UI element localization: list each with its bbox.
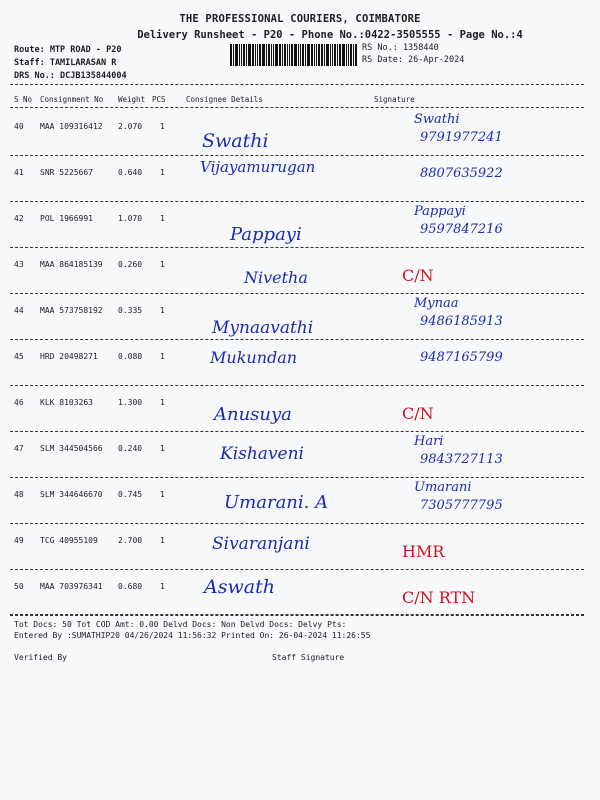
row-consignment-no: SNR 5225667 [40,168,93,177]
handwritten-consignee-name: Mukundan [210,348,298,367]
entered-by-line: Entered By :SUMATHIP20 04/26/2024 11:56:32 Printed On: 26-04-2024 11:26:55 [14,631,371,640]
row-consignment-no: MAA 573758192 [40,306,103,315]
table-row [0,294,600,345]
row-weight: 0.080 [118,352,143,361]
handwritten-consignee-name: Umarani. A [224,492,329,513]
row-pcs: 1 [160,214,165,223]
row-consignment-no: SLM 344504566 [40,444,103,453]
divider [10,107,584,108]
row-weight: 2.700 [118,536,143,545]
drs-label: DRS No.: DCJB135844004 [14,71,127,81]
row-sno: 42 [14,214,24,223]
col-header-pcs: PCS [152,95,166,104]
handwritten-consignee-name: Sivaranjani [212,534,310,554]
company-title: THE PROFESSIONAL COURIERS, COIMBATORE [179,13,421,25]
row-sno: 47 [14,444,24,453]
table-row [0,524,600,575]
handwritten-consignee-name: Mynaavathi [212,318,314,338]
route-label: Route: MTP ROAD - P20 [14,45,122,55]
handwritten-phone-number: 9843727113 [420,452,503,467]
handwritten-consignee-name: Vijayamurugan [200,158,316,176]
row-weight: 0.640 [118,168,143,177]
row-pcs: 1 [160,168,165,177]
table-row [0,248,600,299]
row-weight: 0.260 [118,260,143,269]
col-header-details: Consignee Details [186,95,263,104]
row-pcs: 1 [160,536,165,545]
divider [10,614,584,615]
handwritten-phone-number: 7305777795 [420,498,503,513]
row-consignment-no: SLM 344646670 [40,490,103,499]
handwritten-consignee-name: Aswath [204,576,275,598]
handwritten-phone-number: 9486185913 [420,314,503,329]
rs-number: RS No.: 1358440 [362,43,439,53]
row-pcs: 1 [160,398,165,407]
table-row [0,202,600,253]
table-row [0,386,600,437]
table-row [0,110,600,161]
handwritten-signature: Swathi [414,112,460,127]
row-sno: 43 [14,260,24,269]
rs-date: RS Date: 26-Apr-2024 [362,55,465,65]
row-pcs: 1 [160,444,165,453]
col-header-sno: S No [14,95,33,104]
status-mark: HMR [402,542,445,561]
handwritten-phone-number: 9597847216 [420,222,503,237]
row-sno: 46 [14,398,24,407]
row-consignment-no: POL 1966991 [40,214,93,223]
row-consignment-no: MAA 109316412 [40,122,103,131]
handwritten-consignee-name: Kishaveni [220,444,304,464]
handwritten-phone-number: 9791977241 [420,130,503,145]
row-sno: 50 [14,582,24,591]
col-header-signature: Signature [374,95,415,104]
divider [10,84,584,85]
status-mark: C/N RTN [402,588,476,607]
row-sno: 45 [14,352,24,361]
table-row [0,432,600,483]
row-weight: 2.070 [118,122,143,131]
handwritten-consignee-name: Swathi [202,130,269,152]
staff-signature-label: Staff Signature [272,653,345,662]
barcode-image [230,44,358,66]
table-row [0,340,600,391]
handwritten-phone-number: 8807635922 [420,166,503,181]
handwritten-phone-number: 9487165799 [420,350,503,365]
row-weight: 0.335 [118,306,143,315]
row-consignment-no: HRD 20498271 [40,352,98,361]
handwritten-signature: Hari [414,434,444,449]
status-mark: C/N [402,404,434,423]
status-mark: C/N [402,266,434,285]
row-sno: 44 [14,306,24,315]
table-row [0,156,600,207]
handwritten-consignee-name: Anusuya [214,404,292,425]
handwritten-consignee-name: Pappayi [230,224,302,245]
row-pcs: 1 [160,122,165,131]
staff-label: Staff: TAMILARASAN R [14,58,117,68]
row-pcs: 1 [160,306,165,315]
runsheet-subtitle: Delivery Runsheet - P20 - Phone No.:0422-3505555 - Page No.:4 [137,29,523,41]
handwritten-signature: Mynaa [414,296,459,311]
handwritten-signature: Umarani [414,480,472,495]
row-pcs: 1 [160,352,165,361]
row-pcs: 1 [160,260,165,269]
handwritten-signature: Pappayi [414,204,466,219]
totals-line: Tot Docs: 50 Tot COD Amt: 0.00 Delvd Docs: Non Delvd Docs: Delvy Pts: [14,620,347,629]
col-header-consignment: Consignment No [40,95,104,104]
col-header-weight: Weight [118,95,146,104]
row-weight: 0.680 [118,582,143,591]
row-sno: 40 [14,122,24,131]
row-consignment-no: MAA 864185139 [40,260,103,269]
row-sno: 41 [14,168,24,177]
row-weight: 1.070 [118,214,143,223]
row-pcs: 1 [160,582,165,591]
handwritten-consignee-name: Nivetha [244,268,308,287]
row-consignment-no: KLK 8103263 [40,398,93,407]
row-pcs: 1 [160,490,165,499]
row-divider [10,615,584,616]
table-row [0,478,600,529]
verified-by-label: Verified By [14,653,67,662]
rs-info [362,42,464,66]
row-weight: 0.240 [118,444,143,453]
route-info [14,44,127,83]
row-weight: 0.745 [118,490,143,499]
row-weight: 1.300 [118,398,143,407]
row-sno: 49 [14,536,24,545]
row-consignment-no: TCG 40955109 [40,536,98,545]
row-consignment-no: MAA 703976341 [40,582,103,591]
row-sno: 48 [14,490,24,499]
